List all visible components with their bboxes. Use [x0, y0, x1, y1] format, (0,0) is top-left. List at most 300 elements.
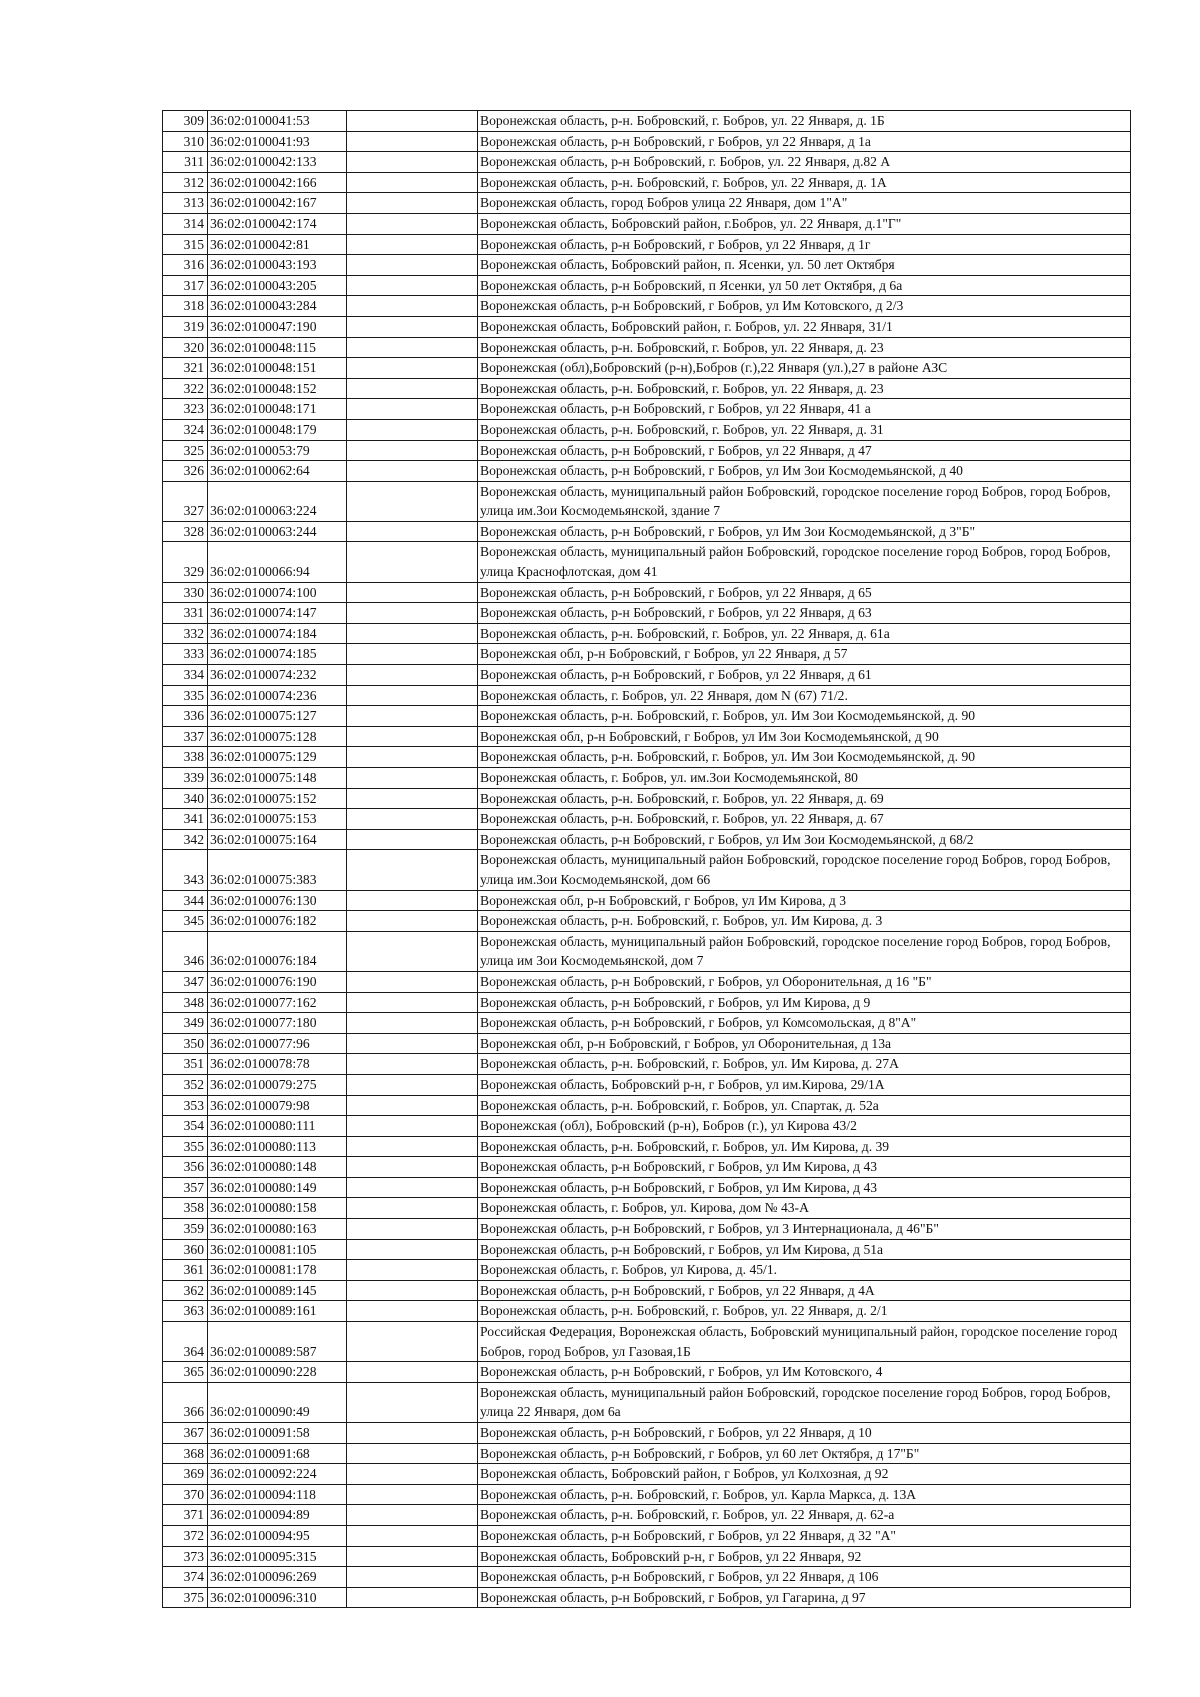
row-number-cell: 357 — [163, 1177, 208, 1198]
table-row — [163, 1567, 1131, 1588]
table-row — [163, 152, 1131, 173]
row-number-cell: 325 — [163, 440, 208, 461]
address-cell: Воронежская область, р-н. Бобровский, г. Бобров, ул. 22 Января, д. 1А — [478, 172, 1131, 193]
row-number-cell: 347 — [163, 971, 208, 992]
table-row — [163, 1239, 1131, 1260]
table-row — [163, 603, 1131, 624]
row-number-cell: 327 — [163, 481, 208, 521]
cadastral-number-cell: 36:02:0100092:224 — [208, 1464, 347, 1485]
row-number-cell: 321 — [163, 358, 208, 379]
row-number-cell: 343 — [163, 850, 208, 890]
empty-cell — [347, 1095, 478, 1116]
table-row — [163, 1013, 1131, 1034]
row-number-cell: 352 — [163, 1074, 208, 1095]
table-row — [163, 1322, 1131, 1362]
empty-cell — [347, 234, 478, 255]
empty-cell — [347, 1587, 478, 1608]
table-row — [163, 665, 1131, 686]
cadastral-number-cell: 36:02:0100043:284 — [208, 296, 347, 317]
address-cell: Воронежская область, р-н Бобровский, г Бобров, ул Им Кирова, д 51а — [478, 1239, 1131, 1260]
table-row — [163, 1484, 1131, 1505]
table-row — [163, 255, 1131, 276]
row-number-cell: 332 — [163, 623, 208, 644]
cadastral-number-cell: 36:02:0100042:166 — [208, 172, 347, 193]
row-number-cell: 309 — [163, 111, 208, 132]
address-cell: Воронежская обл, р-н Бобровский, г Бобров, ул Им Зои Космодемьянской, д 90 — [478, 726, 1131, 747]
empty-cell — [347, 193, 478, 214]
cadastral-number-cell: 36:02:0100081:105 — [208, 1239, 347, 1260]
cadastral-number-cell: 36:02:0100076:182 — [208, 911, 347, 932]
empty-cell — [347, 440, 478, 461]
cadastral-number-cell: 36:02:0100080:158 — [208, 1198, 347, 1219]
table-row — [163, 1198, 1131, 1219]
table-row — [163, 542, 1131, 582]
address-cell: Воронежская область, р-н. Бобровский, г. Бобров, ул. 22 Января, д. 31 — [478, 419, 1131, 440]
table-row — [163, 1157, 1131, 1178]
table-row — [163, 1587, 1131, 1608]
table-row — [163, 296, 1131, 317]
empty-cell — [347, 992, 478, 1013]
empty-cell — [347, 542, 478, 582]
row-number-cell: 374 — [163, 1567, 208, 1588]
row-number-cell: 328 — [163, 521, 208, 542]
cadastral-number-cell: 36:02:0100077:180 — [208, 1013, 347, 1034]
empty-cell — [347, 1219, 478, 1240]
address-cell: Воронежская область, р-н Бобровский, г Бобров, ул Им Зои Космодемьянской, д 40 — [478, 461, 1131, 482]
table-row — [163, 481, 1131, 521]
empty-cell — [347, 829, 478, 850]
cadastral-number-cell: 36:02:0100077:96 — [208, 1033, 347, 1054]
table-row — [163, 582, 1131, 603]
cadastral-number-cell: 36:02:0100048:151 — [208, 358, 347, 379]
row-number-cell: 370 — [163, 1484, 208, 1505]
row-number-cell: 320 — [163, 337, 208, 358]
row-number-cell: 355 — [163, 1136, 208, 1157]
address-cell: Воронежская область, р-н Бобровский, г Бобров, ул Комсомольская, д 8"А" — [478, 1013, 1131, 1034]
row-number-cell: 372 — [163, 1525, 208, 1546]
empty-cell — [347, 358, 478, 379]
empty-cell — [347, 644, 478, 665]
address-cell: Воронежская область, р-н. Бобровский, г. Бобров, ул. Спартак, д. 52а — [478, 1095, 1131, 1116]
empty-cell — [347, 419, 478, 440]
row-number-cell: 335 — [163, 685, 208, 706]
cadastral-number-cell: 36:02:0100096:310 — [208, 1587, 347, 1608]
empty-cell — [347, 1567, 478, 1588]
empty-cell — [347, 316, 478, 337]
address-cell: Воронежская область, р-н. Бобровский, г. Бобров, ул. 22 Января, д. 67 — [478, 809, 1131, 830]
address-cell: Воронежская область, р-н Бобровский, г Бобров, ул Им Котовского, д 2/3 — [478, 296, 1131, 317]
row-number-cell: 339 — [163, 768, 208, 789]
empty-cell — [347, 172, 478, 193]
table-row — [163, 911, 1131, 932]
row-number-cell: 317 — [163, 275, 208, 296]
cadastral-number-cell: 36:02:0100047:190 — [208, 316, 347, 337]
cadastral-registry-table — [162, 110, 1131, 1608]
row-number-cell: 371 — [163, 1505, 208, 1526]
cadastral-number-cell: 36:02:0100042:167 — [208, 193, 347, 214]
table-row — [163, 644, 1131, 665]
cadastral-number-cell: 36:02:0100074:184 — [208, 623, 347, 644]
address-cell: Воронежская область, р-н. Бобровский, г. Бобров, ул. 22 Января, д. 69 — [478, 788, 1131, 809]
row-number-cell: 362 — [163, 1280, 208, 1301]
empty-cell — [347, 378, 478, 399]
address-cell: Воронежская область, р-н Бобровский, г Бобров, ул Гагарина, д 97 — [478, 1587, 1131, 1608]
address-cell: Воронежская область, р-н Бобровский, г Бобров, ул 22 Января, д 65 — [478, 582, 1131, 603]
empty-cell — [347, 788, 478, 809]
table-row — [163, 1423, 1131, 1444]
row-number-cell: 360 — [163, 1239, 208, 1260]
address-cell: Воронежская область, Бобровский р-н, г Бобров, ул 22 Января, 92 — [478, 1546, 1131, 1567]
address-cell: Воронежская область, муниципальный район Бобровский, городское поселение город Бобров, город Бобров, улица 22 Января, дом 6а — [478, 1382, 1131, 1422]
cadastral-number-cell: 36:02:0100090:49 — [208, 1382, 347, 1422]
address-cell: Воронежская (обл), Бобровский (р-н), Бобров (г.), ул Кирова 43/2 — [478, 1116, 1131, 1137]
address-cell: Воронежская область, р-н. Бобровский, г. Бобров, ул. Им Кирова, д. 3 — [478, 911, 1131, 932]
row-number-cell: 314 — [163, 213, 208, 234]
empty-cell — [347, 1074, 478, 1095]
address-cell: Воронежская область, р-н. Бобровский, г. Бобров, ул. Им Кирова, д. 27А — [478, 1054, 1131, 1075]
cadastral-number-cell: 36:02:0100090:228 — [208, 1362, 347, 1383]
row-number-cell: 326 — [163, 461, 208, 482]
row-number-cell: 338 — [163, 747, 208, 768]
empty-cell — [347, 726, 478, 747]
address-cell: Воронежская область, р-н Бобровский, г Бобров, ул 3 Интернационала, д 46"Б" — [478, 1219, 1131, 1240]
cadastral-number-cell: 36:02:0100053:79 — [208, 440, 347, 461]
empty-cell — [347, 461, 478, 482]
empty-cell — [347, 603, 478, 624]
address-cell: Воронежская область, Бобровский р-н, г Бобров, ул им.Кирова, 29/1А — [478, 1074, 1131, 1095]
cadastral-number-cell: 36:02:0100063:224 — [208, 481, 347, 521]
table-row — [163, 890, 1131, 911]
table-row — [163, 931, 1131, 971]
address-cell: Воронежская область, г. Бобров, ул Кирова, д. 45/1. — [478, 1260, 1131, 1281]
cadastral-number-cell: 36:02:0100075:128 — [208, 726, 347, 747]
address-cell: Воронежская область, город Бобров улица 22 Января, дом 1"А" — [478, 193, 1131, 214]
table-row — [163, 1525, 1131, 1546]
row-number-cell: 367 — [163, 1423, 208, 1444]
registry-table-body — [163, 111, 1131, 1608]
address-cell: Воронежская область, р-н Бобровский, г Бобров, ул 22 Января, д 4А — [478, 1280, 1131, 1301]
address-cell: Воронежская область, р-н. Бобровский, г. Бобров, ул. 22 Января, д. 62-а — [478, 1505, 1131, 1526]
row-number-cell: 323 — [163, 399, 208, 420]
empty-cell — [347, 1301, 478, 1322]
cadastral-number-cell: 36:02:0100076:184 — [208, 931, 347, 971]
row-number-cell: 329 — [163, 542, 208, 582]
table-row — [163, 850, 1131, 890]
empty-cell — [347, 131, 478, 152]
address-cell: Воронежская область, р-н. Бобровский, г. Бобров, ул. 22 Января, д. 1Б — [478, 111, 1131, 132]
address-cell: Воронежская область, р-н. Бобровский, г. Бобров, ул. Им Зои Космодемьянской, д. 90 — [478, 747, 1131, 768]
cadastral-number-cell: 36:02:0100048:152 — [208, 378, 347, 399]
empty-cell — [347, 623, 478, 644]
address-cell: Воронежская область, р-н. Бобровский, г. Бобров, ул. 22 Января, д. 23 — [478, 378, 1131, 399]
cadastral-number-cell: 36:02:0100077:162 — [208, 992, 347, 1013]
empty-cell — [347, 1136, 478, 1157]
row-number-cell: 354 — [163, 1116, 208, 1137]
cadastral-number-cell: 36:02:0100075:129 — [208, 747, 347, 768]
address-cell: Воронежская область, р-н Бобровский, г Бобров, ул Им Котовского, 4 — [478, 1362, 1131, 1383]
cadastral-number-cell: 36:02:0100089:161 — [208, 1301, 347, 1322]
empty-cell — [347, 768, 478, 789]
empty-cell — [347, 685, 478, 706]
address-cell: Воронежская область, р-н Бобровский, г Бобров, ул Им Кирова, д 43 — [478, 1177, 1131, 1198]
cadastral-number-cell: 36:02:0100076:190 — [208, 971, 347, 992]
row-number-cell: 336 — [163, 706, 208, 727]
cadastral-number-cell: 36:02:0100075:164 — [208, 829, 347, 850]
cadastral-number-cell: 36:02:0100075:148 — [208, 768, 347, 789]
cadastral-number-cell: 36:02:0100074:100 — [208, 582, 347, 603]
address-cell: Воронежская область, р-н Бобровский, г Бобров, ул 22 Января, д 63 — [478, 603, 1131, 624]
empty-cell — [347, 337, 478, 358]
cadastral-number-cell: 36:02:0100096:269 — [208, 1567, 347, 1588]
cadastral-number-cell: 36:02:0100042:81 — [208, 234, 347, 255]
empty-cell — [347, 1177, 478, 1198]
cadastral-number-cell: 36:02:0100080:149 — [208, 1177, 347, 1198]
table-row — [163, 1301, 1131, 1322]
empty-cell — [347, 890, 478, 911]
cadastral-number-cell: 36:02:0100042:133 — [208, 152, 347, 173]
table-row — [163, 1074, 1131, 1095]
address-cell: Воронежская область, муниципальный район Бобровский, городское поселение город Бобров, город Бобров, улица им Зои Космодемьянской, дом 7 — [478, 931, 1131, 971]
empty-cell — [347, 1443, 478, 1464]
row-number-cell: 316 — [163, 255, 208, 276]
empty-cell — [347, 213, 478, 234]
row-number-cell: 351 — [163, 1054, 208, 1075]
address-cell: Воронежская область, р-н Бобровский, г Бобров, ул Им Кирова, д 43 — [478, 1157, 1131, 1178]
empty-cell — [347, 1382, 478, 1422]
table-row — [163, 809, 1131, 830]
row-number-cell: 340 — [163, 788, 208, 809]
table-row — [163, 1260, 1131, 1281]
table-row — [163, 399, 1131, 420]
address-cell: Воронежская область, р-н. Бобровский, г. Бобров, ул. 22 Января, д. 2/1 — [478, 1301, 1131, 1322]
table-row — [163, 726, 1131, 747]
address-cell: Воронежская область, р-н Бобровский, г Бобров, ул 22 Января, д 32 "А" — [478, 1525, 1131, 1546]
cadastral-number-cell: 36:02:0100091:58 — [208, 1423, 347, 1444]
empty-cell — [347, 706, 478, 727]
empty-cell — [347, 971, 478, 992]
address-cell: Воронежская область, Бобровский район, г.Бобров, ул. 22 Января, д.1"Г" — [478, 213, 1131, 234]
cadastral-number-cell: 36:02:0100079:98 — [208, 1095, 347, 1116]
table-row — [163, 1362, 1131, 1383]
empty-cell — [347, 911, 478, 932]
row-number-cell: 359 — [163, 1219, 208, 1240]
address-cell: Воронежская область, р-н Бобровский, п Ясенки, ул 50 лет Октября, д 6а — [478, 275, 1131, 296]
row-number-cell: 331 — [163, 603, 208, 624]
cadastral-number-cell: 36:02:0100091:68 — [208, 1443, 347, 1464]
row-number-cell: 322 — [163, 378, 208, 399]
cadastral-number-cell: 36:02:0100074:147 — [208, 603, 347, 624]
cadastral-number-cell: 36:02:0100075:152 — [208, 788, 347, 809]
address-cell: Воронежская обл, р-н Бобровский, г Бобров, ул Им Кирова, д 3 — [478, 890, 1131, 911]
cadastral-number-cell: 36:02:0100094:89 — [208, 1505, 347, 1526]
row-number-cell: 349 — [163, 1013, 208, 1034]
empty-cell — [347, 1054, 478, 1075]
address-cell: Воронежская область, р-н. Бобровский, г. Бобров, ул. Карла Маркса, д. 13А — [478, 1484, 1131, 1505]
row-number-cell: 310 — [163, 131, 208, 152]
cadastral-number-cell: 36:02:0100041:53 — [208, 111, 347, 132]
empty-cell — [347, 152, 478, 173]
address-cell: Воронежская область, р-н Бобровский, г Бобров, ул 22 Января, д 47 — [478, 440, 1131, 461]
empty-cell — [347, 296, 478, 317]
empty-cell — [347, 1198, 478, 1219]
address-cell: Воронежская область, Бобровский район, п. Ясенки, ул. 50 лет Октября — [478, 255, 1131, 276]
cadastral-number-cell: 36:02:0100041:93 — [208, 131, 347, 152]
empty-cell — [347, 1546, 478, 1567]
address-cell: Воронежская область, р-н Бобровский, г. Бобров, ул. 22 Января, д.82 А — [478, 152, 1131, 173]
cadastral-number-cell: 36:02:0100074:236 — [208, 685, 347, 706]
row-number-cell: 344 — [163, 890, 208, 911]
table-row — [163, 1505, 1131, 1526]
table-row — [163, 1464, 1131, 1485]
table-row — [163, 275, 1131, 296]
empty-cell — [347, 481, 478, 521]
address-cell: Воронежская область, р-н. Бобровский, г. Бобров, ул. Им Зои Космодемьянской, д. 90 — [478, 706, 1131, 727]
row-number-cell: 337 — [163, 726, 208, 747]
cadastral-number-cell: 36:02:0100048:171 — [208, 399, 347, 420]
address-cell: Воронежская область, р-н Бобровский, г Бобров, ул 22 Января, 41 а — [478, 399, 1131, 420]
table-row — [163, 971, 1131, 992]
cadastral-number-cell: 36:02:0100080:113 — [208, 1136, 347, 1157]
address-cell: Воронежская область, р-н Бобровский, г Бобров, ул Им Зои Космодемьянской, д 3"Б" — [478, 521, 1131, 542]
cadastral-number-cell: 36:02:0100075:383 — [208, 850, 347, 890]
address-cell: Воронежская область, р-н Бобровский, г Бобров, ул 22 Января, д 1а — [478, 131, 1131, 152]
empty-cell — [347, 1322, 478, 1362]
table-row — [163, 358, 1131, 379]
table-row — [163, 1219, 1131, 1240]
table-row — [163, 521, 1131, 542]
empty-cell — [347, 1484, 478, 1505]
address-cell: Воронежская область, г. Бобров, ул. Кирова, дом № 43-А — [478, 1198, 1131, 1219]
empty-cell — [347, 1013, 478, 1034]
row-number-cell: 311 — [163, 152, 208, 173]
row-number-cell: 356 — [163, 1157, 208, 1178]
address-cell: Воронежская область, р-н. Бобровский, г. Бобров, ул. Им Кирова, д. 39 — [478, 1136, 1131, 1157]
cadastral-number-cell: 36:02:0100066:94 — [208, 542, 347, 582]
row-number-cell: 313 — [163, 193, 208, 214]
table-row — [163, 131, 1131, 152]
empty-cell — [347, 255, 478, 276]
empty-cell — [347, 1280, 478, 1301]
table-row — [163, 378, 1131, 399]
empty-cell — [347, 665, 478, 686]
address-cell: Воронежская область, г. Бобров, ул. им.Зои Космодемьянской, 80 — [478, 768, 1131, 789]
empty-cell — [347, 1033, 478, 1054]
row-number-cell: 330 — [163, 582, 208, 603]
address-cell: Воронежская обл, р-н Бобровский, г Бобров, ул Оборонительная, д 13а — [478, 1033, 1131, 1054]
empty-cell — [347, 931, 478, 971]
table-row — [163, 1095, 1131, 1116]
table-row — [163, 706, 1131, 727]
row-number-cell: 365 — [163, 1362, 208, 1383]
row-number-cell: 366 — [163, 1382, 208, 1422]
address-cell: Воронежская область, р-н Бобровский, г Бобров, ул 22 Января, д 61 — [478, 665, 1131, 686]
empty-cell — [347, 1423, 478, 1444]
row-number-cell: 312 — [163, 172, 208, 193]
row-number-cell: 342 — [163, 829, 208, 850]
row-number-cell: 350 — [163, 1033, 208, 1054]
row-number-cell: 341 — [163, 809, 208, 830]
address-cell: Воронежская область, муниципальный район Бобровский, городское поселение город Бобров, город Бобров, улица им.Зои Космодемьянской, здание 7 — [478, 481, 1131, 521]
table-row — [163, 193, 1131, 214]
table-row — [163, 788, 1131, 809]
table-row — [163, 111, 1131, 132]
table-row — [163, 316, 1131, 337]
cadastral-number-cell: 36:02:0100080:148 — [208, 1157, 347, 1178]
row-number-cell: 361 — [163, 1260, 208, 1281]
table-row — [163, 1546, 1131, 1567]
empty-cell — [347, 1525, 478, 1546]
cadastral-number-cell: 36:02:0100076:130 — [208, 890, 347, 911]
cadastral-number-cell: 36:02:0100043:205 — [208, 275, 347, 296]
address-cell: Воронежская область, муниципальный район Бобровский, городское поселение город Бобров, город Бобров, улица Краснофлотская, дом 41 — [478, 542, 1131, 582]
cadastral-number-cell: 36:02:0100080:163 — [208, 1219, 347, 1240]
cadastral-number-cell: 36:02:0100048:115 — [208, 337, 347, 358]
row-number-cell: 348 — [163, 992, 208, 1013]
empty-cell — [347, 1362, 478, 1383]
table-row — [163, 623, 1131, 644]
empty-cell — [347, 521, 478, 542]
address-cell: Воронежская область, р-н Бобровский, г Бобров, ул 60 лет Октября, д 17"Б" — [478, 1443, 1131, 1464]
row-number-cell: 315 — [163, 234, 208, 255]
table-row — [163, 461, 1131, 482]
address-cell: Воронежская область, Бобровский район, г Бобров, ул Колхозная, д 92 — [478, 1464, 1131, 1485]
cadastral-number-cell: 36:02:0100078:78 — [208, 1054, 347, 1075]
cadastral-number-cell: 36:02:0100075:153 — [208, 809, 347, 830]
cadastral-number-cell: 36:02:0100094:118 — [208, 1484, 347, 1505]
row-number-cell: 364 — [163, 1322, 208, 1362]
address-cell: Российская Федерация, Воронежская область, Бобровский муниципальный район, городское поселение город Бобров, город Бобров, ул Газовая,1Б — [478, 1322, 1131, 1362]
address-cell: Воронежская область, г. Бобров, ул. 22 Января, дом N (67) 71/2. — [478, 685, 1131, 706]
table-row — [163, 172, 1131, 193]
table-row — [163, 1054, 1131, 1075]
table-row — [163, 829, 1131, 850]
table-row — [163, 1382, 1131, 1422]
row-number-cell: 353 — [163, 1095, 208, 1116]
row-number-cell: 318 — [163, 296, 208, 317]
empty-cell — [347, 1157, 478, 1178]
table-row — [163, 1443, 1131, 1464]
row-number-cell: 346 — [163, 931, 208, 971]
table-row — [163, 747, 1131, 768]
address-cell: Воронежская область, р-н. Бобровский, г. Бобров, ул. 22 Января, д. 61а — [478, 623, 1131, 644]
address-cell: Воронежская область, р-н Бобровский, г Бобров, ул 22 Января, д 1г — [478, 234, 1131, 255]
row-number-cell: 333 — [163, 644, 208, 665]
address-cell: Воронежская область, р-н Бобровский, г Бобров, ул Им Зои Космодемьянской, д 68/2 — [478, 829, 1131, 850]
empty-cell — [347, 1116, 478, 1137]
cadastral-number-cell: 36:02:0100074:185 — [208, 644, 347, 665]
table-row — [163, 440, 1131, 461]
table-row — [163, 234, 1131, 255]
empty-cell — [347, 399, 478, 420]
empty-cell — [347, 1505, 478, 1526]
address-cell: Воронежская область, р-н Бобровский, г Бобров, ул Им Кирова, д 9 — [478, 992, 1131, 1013]
row-number-cell: 368 — [163, 1443, 208, 1464]
address-cell: Воронежская область, р-н Бобровский, г Бобров, ул Оборонительная, д 16 "Б" — [478, 971, 1131, 992]
cadastral-number-cell: 36:02:0100094:95 — [208, 1525, 347, 1546]
row-number-cell: 345 — [163, 911, 208, 932]
address-cell: Воронежская область, муниципальный район Бобровский, городское поселение город Бобров, город Бобров, улица им.Зои Космодемьянской, дом 66 — [478, 850, 1131, 890]
cadastral-number-cell: 36:02:0100063:244 — [208, 521, 347, 542]
cadastral-number-cell: 36:02:0100080:111 — [208, 1116, 347, 1137]
empty-cell — [347, 275, 478, 296]
row-number-cell: 363 — [163, 1301, 208, 1322]
row-number-cell: 373 — [163, 1546, 208, 1567]
address-cell: Воронежская (обл),Бобровский (р-н),Бобров (г.),22 Января (ул.),27 в районе АЗС — [478, 358, 1131, 379]
row-number-cell: 375 — [163, 1587, 208, 1608]
table-row — [163, 1177, 1131, 1198]
address-cell: Воронежская область, р-н Бобровский, г Бобров, ул 22 Января, д 106 — [478, 1567, 1131, 1588]
table-row — [163, 1136, 1131, 1157]
